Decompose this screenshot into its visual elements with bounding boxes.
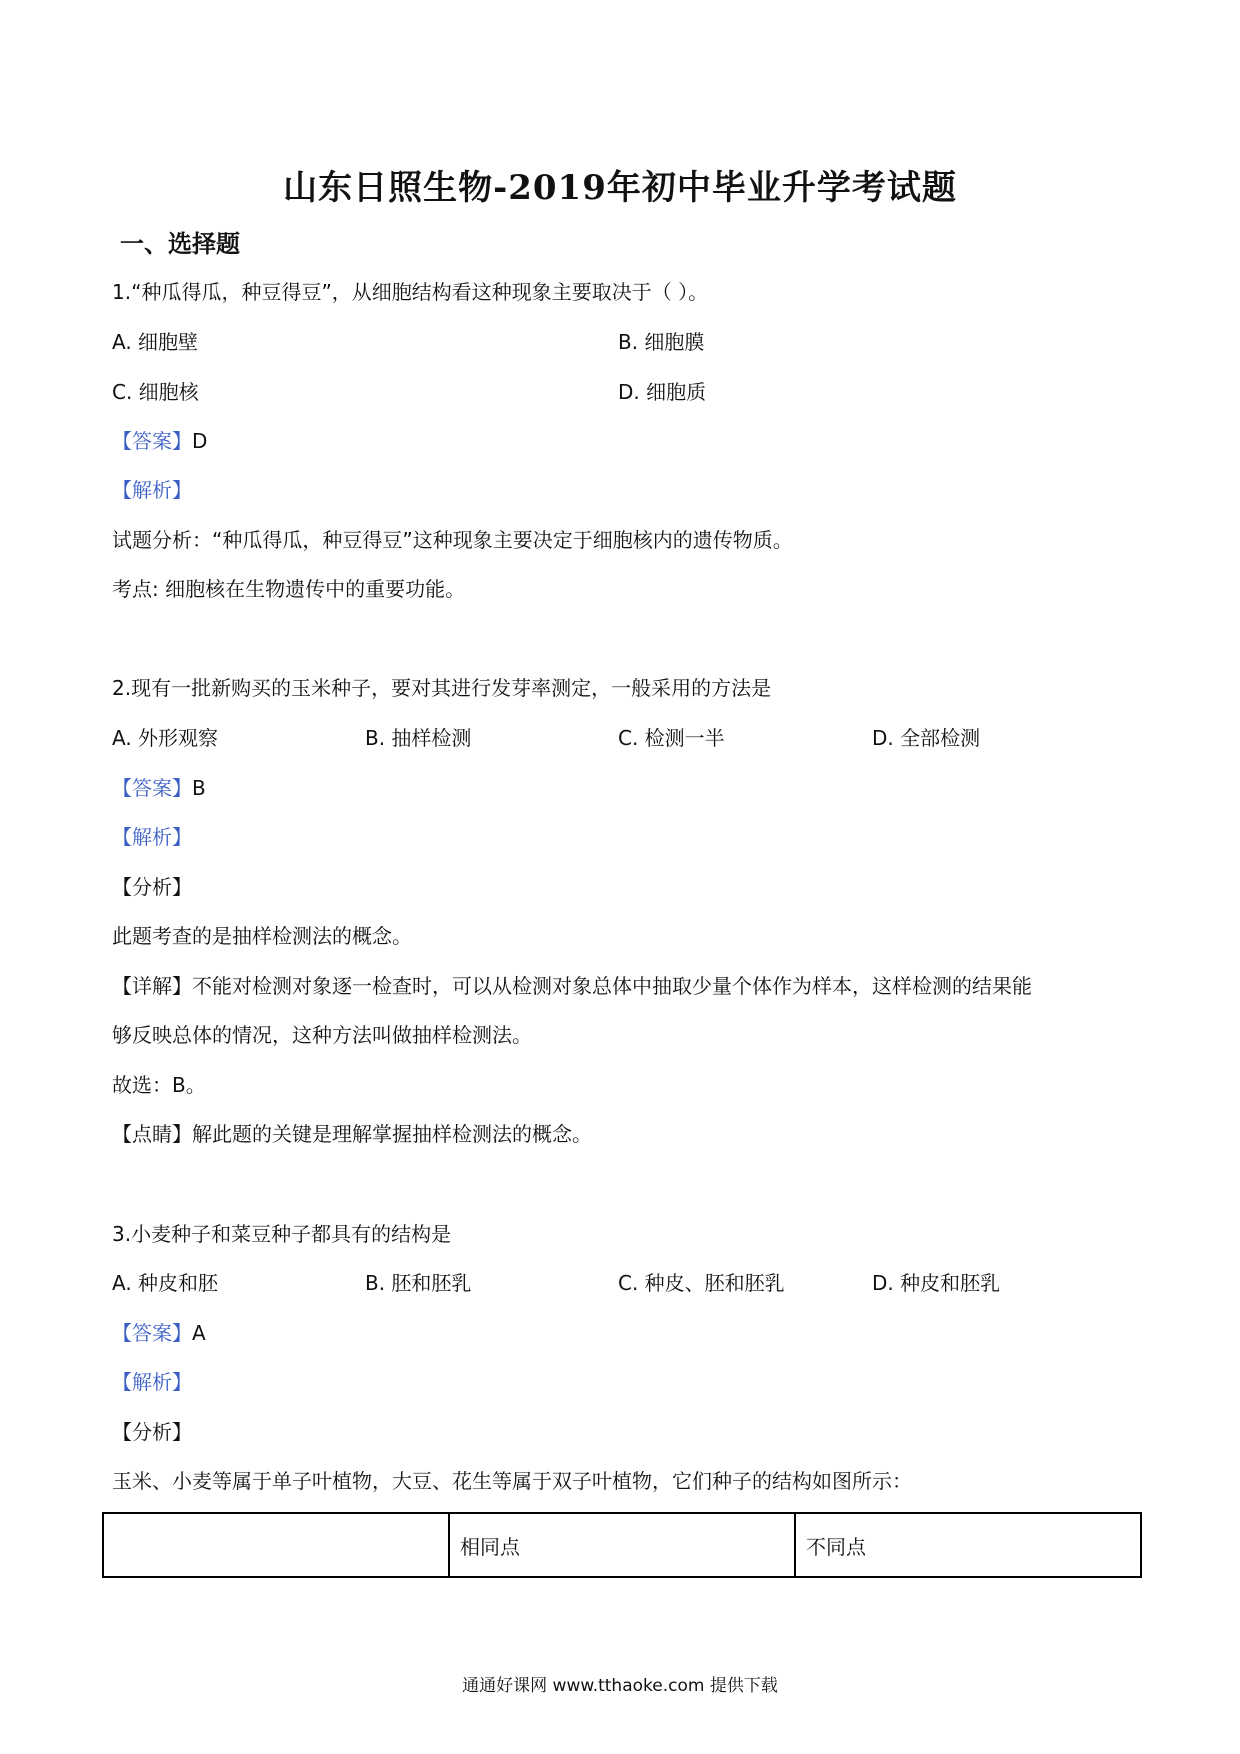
q2-guxuan: 故选：B。 xyxy=(112,1073,206,1097)
q2-xiangjie-1: 【详解】不能对检测对象逐一检查时，可以从检测对象总体中抽取少量个体作为样本，这样检测的结果能 xyxy=(112,974,1032,998)
q3-option-b: B. 胚和胚乳 xyxy=(365,1271,472,1295)
q1-option-c: C. 细胞核 xyxy=(112,380,199,404)
q2-stem: 2.现有一批新购买的玉米种子，要对其进行发芽率测定，一般采用的方法是 xyxy=(112,676,772,700)
q3-option-c: C. 种皮、胚和胚乳 xyxy=(618,1271,785,1295)
q2-analysis-tag: 【解析】 xyxy=(112,825,192,849)
q3-analysis-tag: 【解析】 xyxy=(112,1370,192,1394)
q2-dianjing: 【点睛】解此题的关键是理解掌握抽样检测法的概念。 xyxy=(112,1122,592,1146)
q1-stem: 1.“种瓜得瓜，种豆得豆”，从细胞结构看这种现象主要取决于（ ）。 xyxy=(112,280,709,304)
table-header-cell: 不同点 xyxy=(795,1513,1141,1577)
page-title: 山东日照生物-2019年初中毕业升学考试题 xyxy=(283,168,957,208)
q3-answer xyxy=(112,1317,206,1346)
table-header-cell: 相同点 xyxy=(449,1513,795,1577)
q2-answer xyxy=(112,772,206,801)
q2-option-c: C. 检测一半 xyxy=(618,726,725,750)
footer-text: 通通好课网 www.tthaoke.com 提供下载 xyxy=(462,1676,778,1696)
q3-fenxi-text: 玉米、小麦等属于单子叶植物，大豆、花生等属于双子叶植物，它们种子的结构如图所示： xyxy=(112,1469,912,1493)
answer-value: B xyxy=(192,776,206,800)
table-row xyxy=(103,1513,1141,1577)
answer-tag: 【答案】 xyxy=(112,429,192,453)
q2-option-d: D. 全部检测 xyxy=(872,726,981,750)
q2-option-b: B. 抽样检测 xyxy=(365,726,472,750)
q2-fenxi-tag: 【分析】 xyxy=(112,875,192,899)
seed-structure-table xyxy=(102,1512,1142,1578)
q2-xiangjie-2: 够反映总体的情况，这种方法叫做抽样检测法。 xyxy=(112,1023,532,1047)
answer-tag: 【答案】 xyxy=(112,776,192,800)
q1-analysis: 试题分析：“种瓜得瓜，种豆得豆”这种现象主要决定于细胞核内的遗传物质。 xyxy=(112,528,793,552)
table-header-cell xyxy=(103,1513,449,1577)
q1-kaodian: 考点: 细胞核在生物遗传中的重要功能。 xyxy=(112,577,466,601)
answer-value: A xyxy=(192,1321,206,1345)
q1-option-b: B. 细胞膜 xyxy=(618,330,705,354)
section-heading: 一、选择题 xyxy=(120,230,240,258)
q1-answer xyxy=(112,425,207,454)
q3-stem: 3.小麦种子和菜豆种子都具有的结构是 xyxy=(112,1222,452,1246)
q2-fenxi-text: 此题考查的是抽样检测法的概念。 xyxy=(112,924,412,948)
q1-analysis-tag: 【解析】 xyxy=(112,478,192,502)
q2-option-a: A. 外形观察 xyxy=(112,726,219,750)
q3-option-a: A. 种皮和胚 xyxy=(112,1271,219,1295)
q3-fenxi-tag: 【分析】 xyxy=(112,1420,192,1444)
q1-option-a: A. 细胞壁 xyxy=(112,330,199,354)
answer-tag: 【答案】 xyxy=(112,1321,192,1345)
q3-option-d: D. 种皮和胚乳 xyxy=(872,1271,1001,1295)
answer-value: D xyxy=(192,429,208,453)
q1-option-d: D. 细胞质 xyxy=(618,380,707,404)
